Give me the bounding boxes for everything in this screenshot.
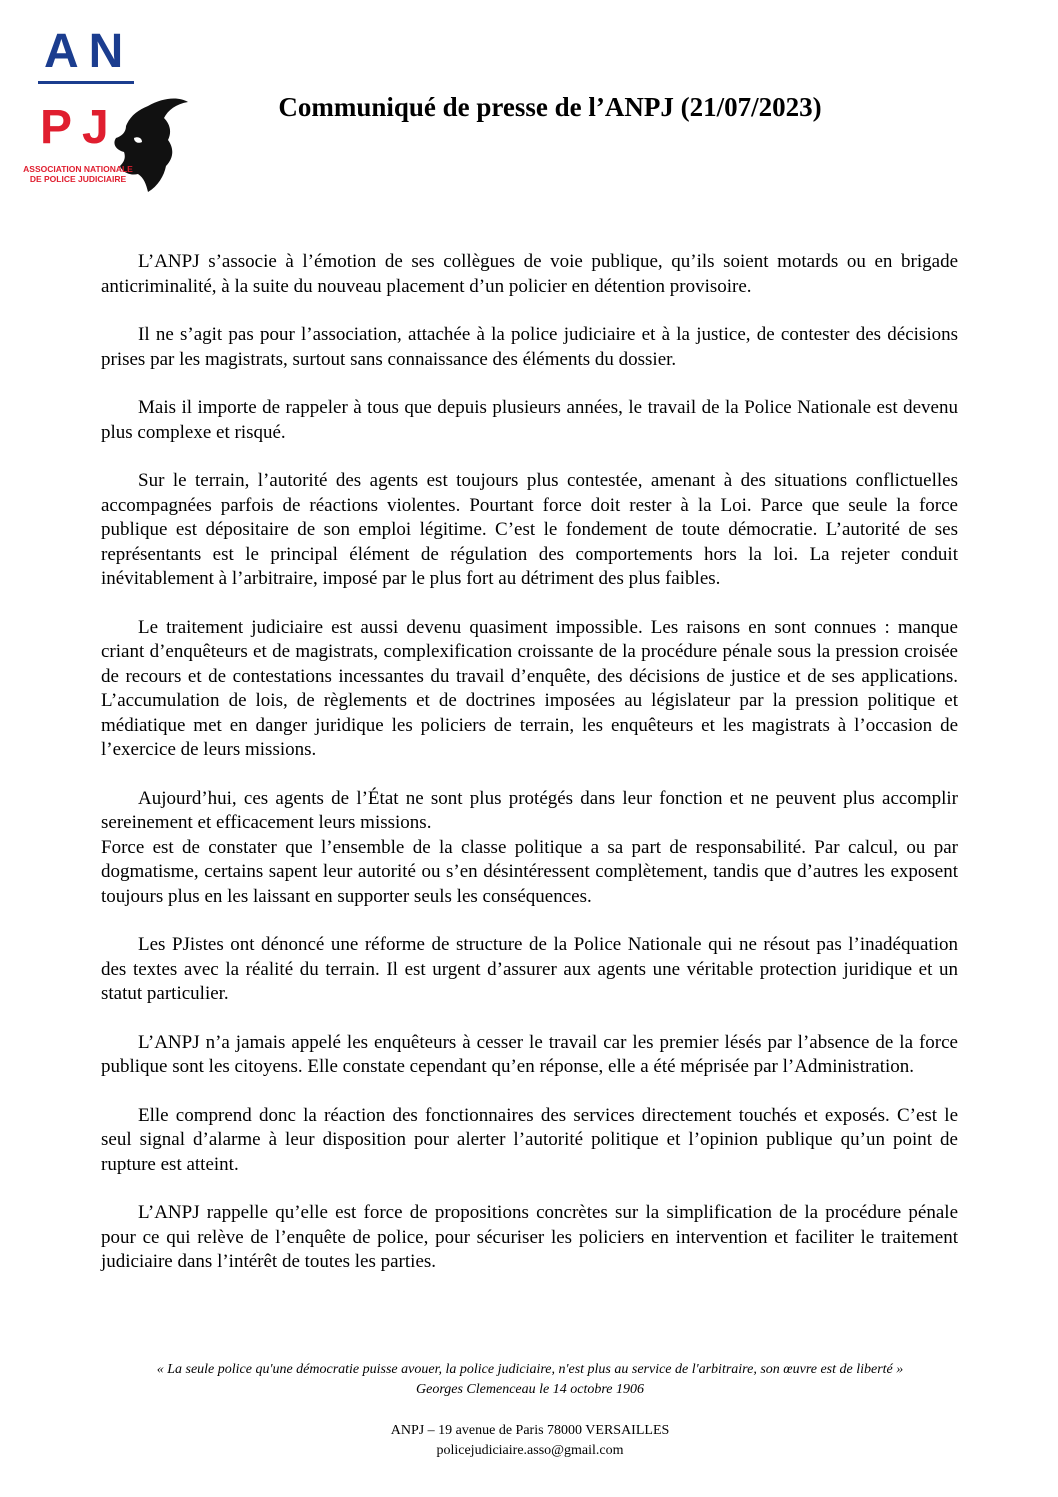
logo-caption xyxy=(18,164,138,184)
logo-letter-n: N xyxy=(88,25,134,78)
logo-letter-p: P xyxy=(40,101,83,154)
logo-letter-j: J xyxy=(82,101,119,154)
page-footer xyxy=(260,1421,800,1461)
press-release-body xyxy=(101,250,958,1299)
paragraph-9: Elle comprend donc la réaction des fonctionnaires des services directement touchés et exposés. C’est le seul signal d’alarme à leur disposition pour alerter l’autorité politique et l’opinion publique qu’un point de rupture est atteint. xyxy=(101,1104,958,1175)
paragraph-8: L’ANPJ n’a jamais appelé les enquêteurs à cesser le travail car les premier lésés par l’absence de la force publique sont les citoyens. Elle constate cependant qu’en réponse, elle a été méprisée par l’Administration. xyxy=(101,1031,958,1077)
quote-author: Georges Clemenceau le 14 octobre 1906 xyxy=(416,1382,644,1397)
logo-caption-line2: DE POLICE JUDICIAIRE xyxy=(29,174,127,184)
paragraph-10: L’ANPJ rappelle qu’elle est force de propositions concrètes sur la simplification de la procédure pénale pour ce qui relève de l’enquête de police, pour sécuriser les policiers en intervention et faciliter le traitement judiciaire dans l’intérêt de toutes les parties. xyxy=(101,1202,958,1272)
page-title: Communiqué de presse de l’ANPJ (21/07/2023) xyxy=(278,92,822,122)
paragraph-6-line-2: Force est de constater que l’ensemble de la classe politique a sa part de responsabilité. Par calcul, ou par dogmatisme, certains sapent leur autorité ou s’en désintéressent complètement, tandis que d’autres les exposent toujours plus en les laissant en supporter seuls les conséquences. xyxy=(101,836,958,907)
paragraph-2: Il ne s’agit pas pour l’association, attachée à la police judiciaire et à la justice, de contester des décisions prises par les magistrats, surtout sans connaissance des éléments du dossier. xyxy=(101,324,958,370)
logo-caption-line1: ASSOCIATION NATIONALE xyxy=(23,164,133,174)
paragraph-3: Mais il importe de rappeler à tous que depuis plusieurs années, le travail de la Police Nationale est devenu plus complexe et risqué. xyxy=(101,397,958,443)
logo-letters-top xyxy=(44,25,134,78)
paragraph-1: L’ANPJ s’associe à l’émotion de ses collègues de voie publique, qu’ils soient motards ou en brigade anticriminalité, à la suite du nouveau placement d’un policier en détention provisoire. xyxy=(101,251,958,297)
paragraph-4: Sur le terrain, l’autorité des agents est toujours plus contestée, amenant à des situations conflictuelles accompagnées parfois de réactions violentes. Pourtant force doit rester à la Loi. Parce que seule la force publique est dépositaire de son emploi légitime. C’est le fondement de toute démocratie. L’autorité de ses représentants est le principal élément de régulation des comportements hors la loi. La rejeter conduit inévitablement à l’arbitraire, imposé par le plus fort au détriment des plus faibles. xyxy=(101,470,958,589)
logo-letter-a: A xyxy=(44,25,89,78)
footer-email: policejudiciaire.asso@gmail.com xyxy=(436,1443,624,1458)
paragraph-5: Le traitement judiciaire est aussi devenu quasiment impossible. Les raisons en sont connues : manque criant d’enquêteurs et de magistrats, complexification croissante de la procédure pénale sous la pression croisée de recours et de contestations incessantes du travail d’enquête, des décisions de justice et de ses applications. L’accumulation de lois, de règlements et de doctrines imposées au législateur par la pression politique et médiatique met en danger juridique les policiers de terrain, les enquêteurs et les magistrats à l’occasion de l’exercice de leurs missions. xyxy=(101,616,958,760)
paragraph-6-line-1: Aujourd’hui, ces agents de l’État ne sont plus protégés dans leur fonction et ne peuvent plus accomplir sereinement et efficacement leurs missions. xyxy=(101,787,958,833)
footer-address: ANPJ – 19 avenue de Paris 78000 VERSAILLES xyxy=(390,1423,670,1438)
paragraph-7: Les PJistes ont dénoncé une réforme de structure de la Police Nationale qui ne résout pas l’inadéquation des textes avec la réalité du terrain. Il est urgent d’assurer aux agents une véritable protection juridique et un statut particulier. xyxy=(101,934,958,1004)
logo-divider xyxy=(38,81,134,84)
paragraph-6 xyxy=(101,787,958,910)
quote-text: « La seule police qu'une démocratie puisse avouer, la police judiciaire, n'est plus au service de l'arbitraire, son œuvre est de liberté » xyxy=(156,1362,904,1377)
anpj-logo xyxy=(18,22,188,197)
clemenceau-quote xyxy=(60,1360,1000,1400)
